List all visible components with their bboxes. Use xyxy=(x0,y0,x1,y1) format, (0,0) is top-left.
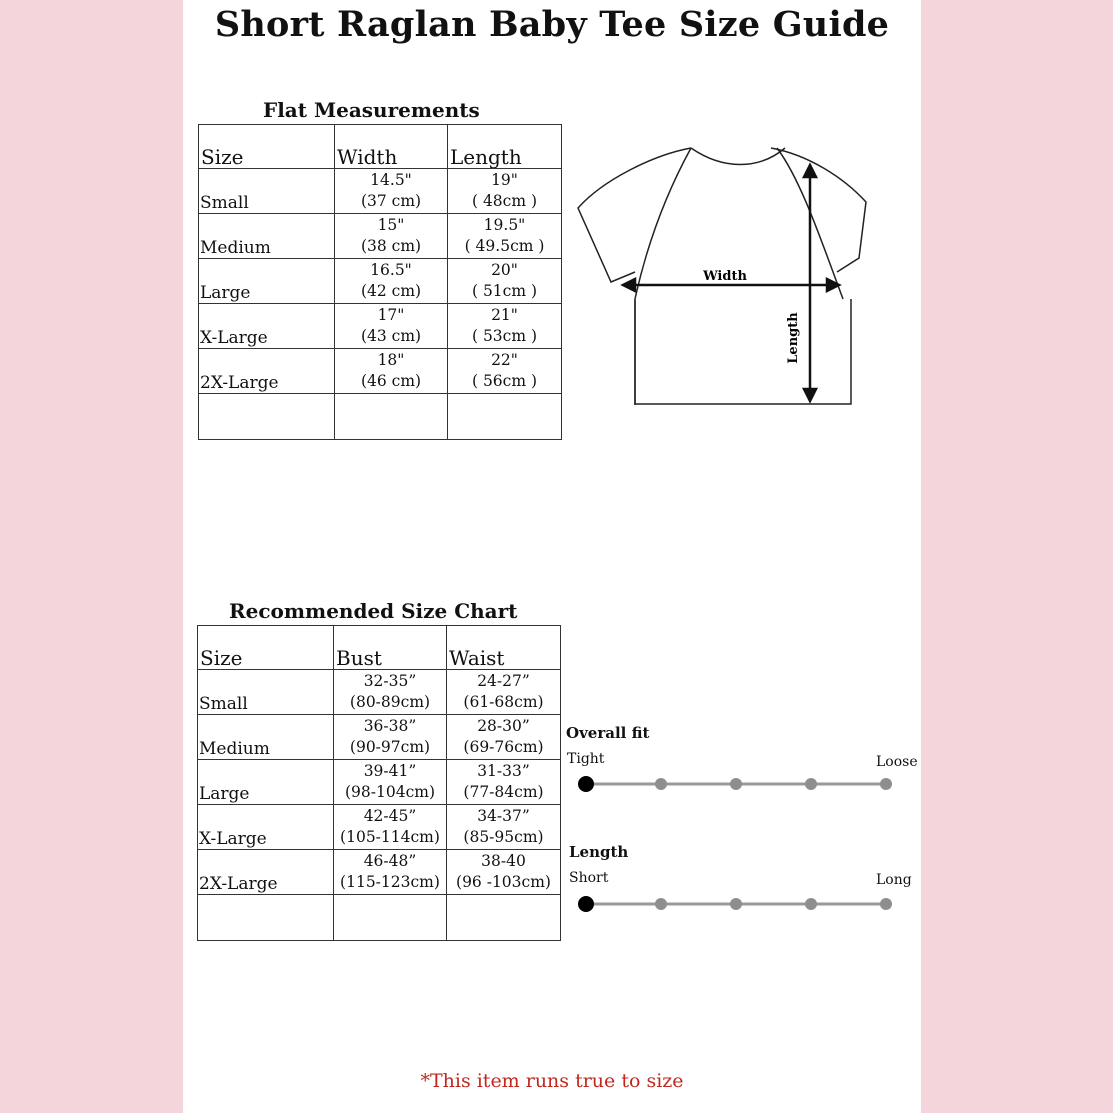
page-title: Short Raglan Baby Tee Size Guide xyxy=(214,4,890,45)
bust-cell: 39-41” (98-104cm) xyxy=(334,760,447,805)
length-fit-label: Length xyxy=(569,843,629,861)
table-row xyxy=(198,850,561,895)
table-header-row xyxy=(198,626,561,670)
table-row xyxy=(199,259,562,304)
width-cell: 16.5" (42 cm) xyxy=(335,259,448,304)
bust-cell: 32-35” (80-89cm) xyxy=(334,670,447,715)
true-to-size-note: *This item runs true to size xyxy=(420,1070,684,1092)
size-cell: Small xyxy=(199,169,335,214)
size-cell: Medium xyxy=(198,715,334,760)
width-cell: 14.5" (37 cm) xyxy=(335,169,448,214)
column-header-size: Size xyxy=(199,125,335,169)
table-header-row xyxy=(199,125,562,169)
length-label: Length xyxy=(786,312,801,364)
waist-cell: 31-33” (77-84cm) xyxy=(447,760,561,805)
length-cell: 19" ( 48cm ) xyxy=(448,169,562,214)
table-row xyxy=(198,805,561,850)
waist-cell: 34-37” (85-95cm) xyxy=(447,805,561,850)
length-cell: 22" ( 56cm ) xyxy=(448,349,562,394)
recommended-size-table xyxy=(197,625,561,941)
width-cell: 18" (46 cm) xyxy=(335,349,448,394)
flat-measurements-table xyxy=(198,124,562,440)
column-header-length: Length xyxy=(448,125,562,169)
size-cell: X-Large xyxy=(199,304,335,349)
column-header-size: Size xyxy=(198,626,334,670)
length-cell: 20" ( 51cm ) xyxy=(448,259,562,304)
overall-fit-left-label: Tight xyxy=(567,751,605,767)
table-row xyxy=(198,715,561,760)
size-cell: Large xyxy=(199,259,335,304)
scale-dot xyxy=(880,778,892,790)
scale-dot-selected xyxy=(578,896,594,912)
empty-row xyxy=(198,895,561,941)
length-cell: 19.5" ( 49.5cm ) xyxy=(448,214,562,259)
size-cell: 2X-Large xyxy=(198,850,334,895)
table-row xyxy=(199,169,562,214)
recommended-size-chart-title: Recommended Size Chart xyxy=(229,599,518,623)
table-row xyxy=(198,670,561,715)
tshirt-diagram xyxy=(573,140,863,410)
waist-cell: 38-40 (96 -103cm) xyxy=(447,850,561,895)
scale-dot xyxy=(880,898,892,910)
table-row xyxy=(198,760,561,805)
scale-dot xyxy=(805,898,817,910)
length-fit-scale xyxy=(578,893,908,915)
bust-cell: 42-45” (105-114cm) xyxy=(334,805,447,850)
table-row xyxy=(199,349,562,394)
table-row xyxy=(199,304,562,349)
size-cell: Medium xyxy=(199,214,335,259)
scale-dot xyxy=(655,778,667,790)
width-cell: 15" (38 cm) xyxy=(335,214,448,259)
size-cell: 2X-Large xyxy=(199,349,335,394)
bust-cell: 46-48” (115-123cm) xyxy=(334,850,447,895)
scale-dot-selected xyxy=(578,776,594,792)
scale-dot xyxy=(730,898,742,910)
column-header-waist: Waist xyxy=(447,626,561,670)
size-cell: Small xyxy=(198,670,334,715)
width-cell: 17" (43 cm) xyxy=(335,304,448,349)
scale-dot xyxy=(805,778,817,790)
overall-fit-label: Overall fit xyxy=(566,724,650,742)
table-row xyxy=(199,214,562,259)
empty-row xyxy=(199,394,562,440)
column-header-bust: Bust xyxy=(334,626,447,670)
overall-fit-right-label: Loose xyxy=(876,754,918,770)
waist-cell: 24-27” (61-68cm) xyxy=(447,670,561,715)
length-cell: 21" ( 53cm ) xyxy=(448,304,562,349)
overall-fit-scale xyxy=(578,773,908,795)
length-fit-right-label: Long xyxy=(876,872,912,888)
bust-cell: 36-38” (90-97cm) xyxy=(334,715,447,760)
flat-measurements-title: Flat Measurements xyxy=(263,98,480,122)
size-guide-sheet xyxy=(183,0,921,1113)
scale-dot xyxy=(730,778,742,790)
waist-cell: 28-30” (69-76cm) xyxy=(447,715,561,760)
width-label: Width xyxy=(703,269,747,284)
scale-dot xyxy=(655,898,667,910)
length-fit-left-label: Short xyxy=(569,870,609,886)
size-cell: Large xyxy=(198,760,334,805)
size-cell: X-Large xyxy=(198,805,334,850)
column-header-width: Width xyxy=(335,125,448,169)
